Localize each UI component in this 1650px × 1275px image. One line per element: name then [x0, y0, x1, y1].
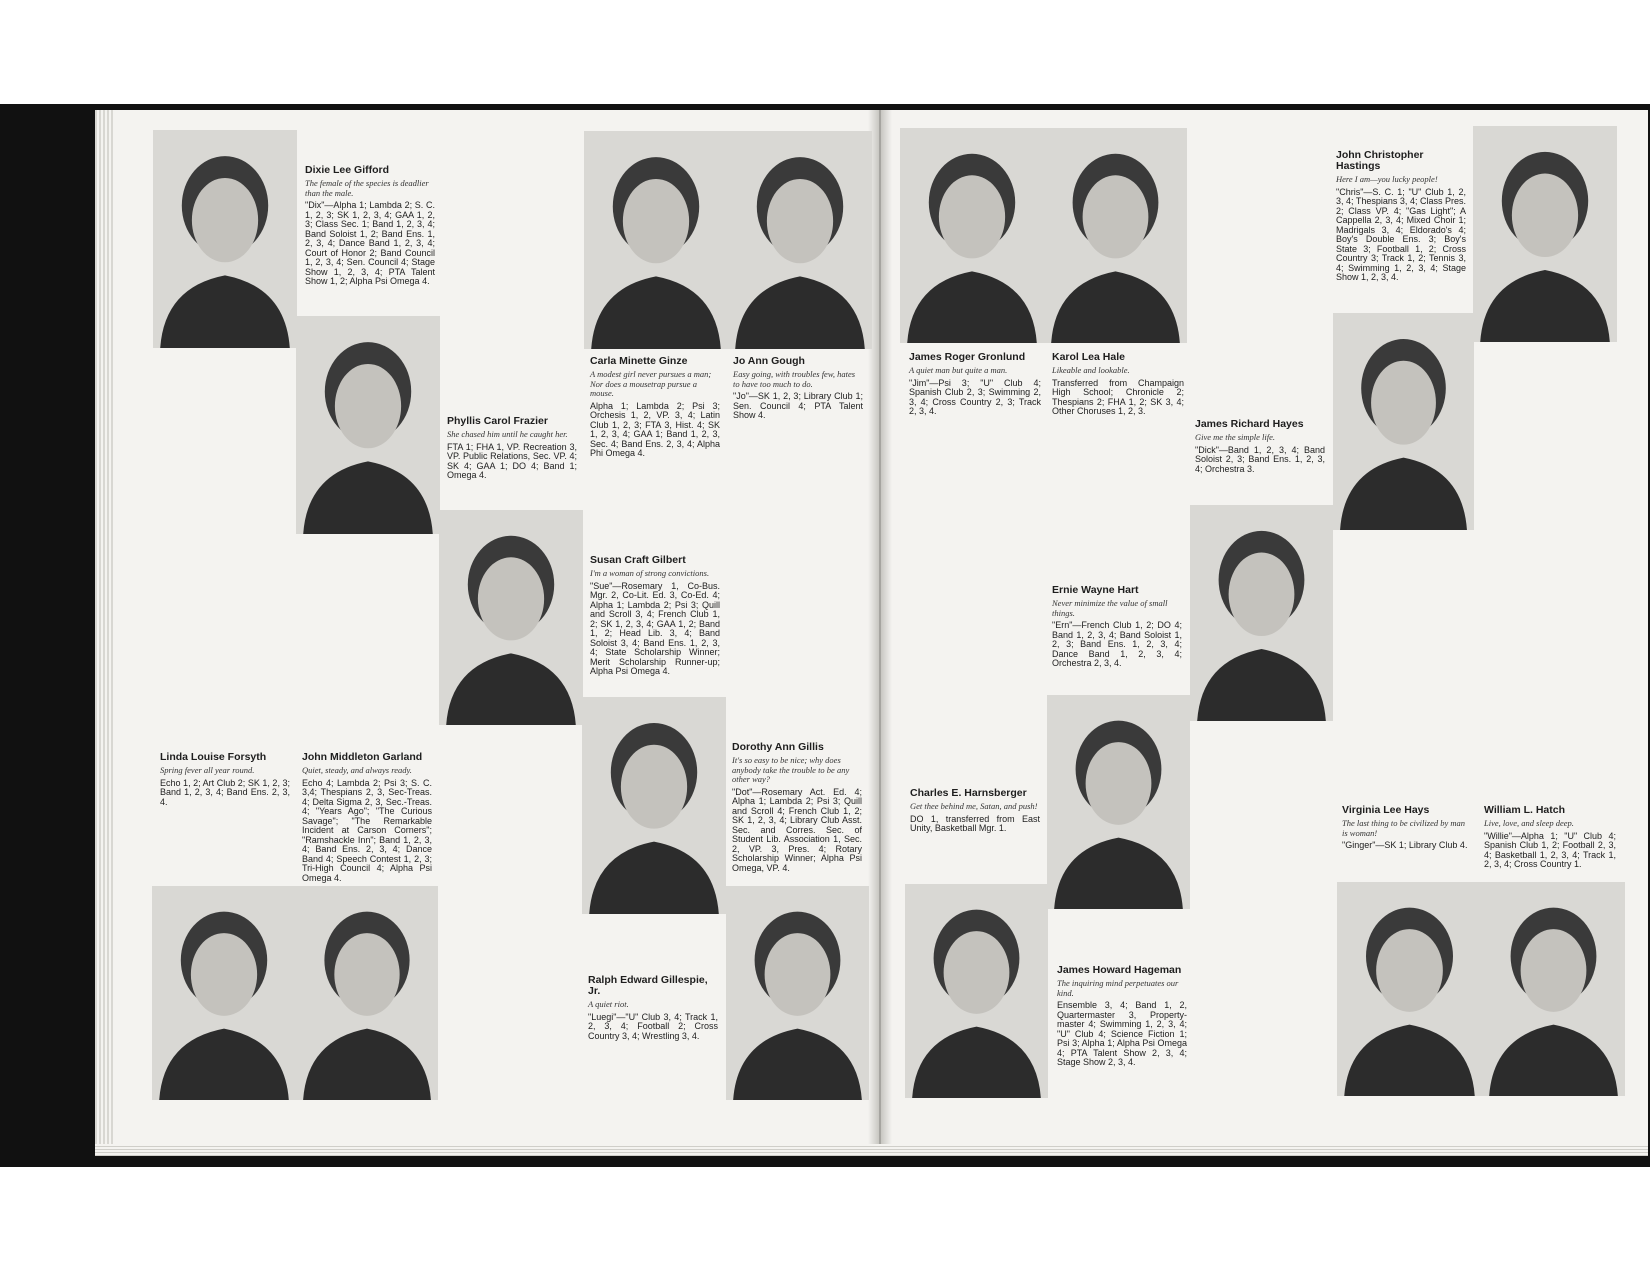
student-quote: The female of the species is deadlier than the male.: [305, 178, 429, 198]
student-quote: Give me the simple life.: [1195, 432, 1276, 442]
portrait-silhouette: [296, 316, 440, 534]
portrait-face: [191, 933, 257, 1016]
student-name: Dixie Lee Gifford: [305, 164, 390, 176]
student-activities: "Dot"—Rosemary Act. Ed. 4; Alpha 1; Lambda 2; Psi 3; Quill and Scroll 4; French Club 1, 2; SK 1, 2, 3, 4; Library Club Asst. Sec. and Corres. Sec. of Student Lib. Association 1, Sec. 2, VP. 3, Pres. 4; Rotary Scholarship Winner; Alpha Psi Omega, VP. 4.: [732, 786, 862, 873]
page-edge: [95, 110, 113, 1155]
portrait-silhouette: [1190, 505, 1333, 721]
student-quote: Quiet, steady, and always ready.: [302, 765, 412, 775]
portrait-silhouette: [1333, 313, 1474, 530]
portrait-jo-ann-gough: [728, 131, 872, 349]
portrait-silhouette: [152, 886, 296, 1100]
student-activities: Echo 1, 2; Art Club 2; SK 1, 2, 3; Band 1, 2, 3, 4; Band Ens. 2, 3, 4.: [160, 777, 290, 807]
student-quote: The last thing to be civilized by man is woman!: [1342, 818, 1465, 838]
student-quote: Likeable and lookable.: [1052, 365, 1130, 375]
student-name: Carla Minette Ginze: [590, 355, 688, 367]
student-name: Ernie Wayne Hart: [1052, 584, 1139, 596]
student-quote: A quiet riot.: [588, 999, 629, 1009]
portrait-james-roger-gronlund: [900, 128, 1044, 343]
student-activities: Ensemble 3, 4; Band 1, 2, Quartermaster 3, Property-master 4; Swimming 1, 2, 3, 4; "U" Club 4; Science Fiction 1; Psi 3; Alpha 1; Alpha Psi Omega 4; PTA Talent Show 2, 3, 4; Stage Show 2, 3, 4.: [1057, 1000, 1187, 1067]
student-name: James Roger Gronlund: [909, 351, 1026, 363]
portrait-face: [944, 931, 1010, 1014]
student-name: Karol Lea Hale: [1052, 351, 1125, 363]
portrait-ernie-wayne-hart: [1190, 505, 1333, 721]
student-activities: "Sue"—Rosemary 1, Co-Bus. Mgr. 2, Co-Lit. Ed. 3, Co-Ed. 4; Alpha 1; Lambda 2; Psi 3; Quill and Scroll 3, 4; French Club 1, 2; SK 1, 2, 3, 4; GAA 1, 2; Band 1, 2; Head Lib. 3, 4; Band Soloist 3, 4; Band Ens. 1, 2, 3, 4; State Scholarship Winner; Merit Scholarship Runner-up; Alpha Psi Omega 4.: [590, 580, 720, 676]
entry-ralph-edward-gillespie: [588, 975, 718, 1041]
student-activities: Transferred from Champaign High School; Chronicle 2; Thespians 2; FHA 1, 2; SK 3, 4; Other Choruses 1, 2, 3.: [1052, 377, 1184, 416]
entry-dorothy-ann-gillis: [732, 742, 862, 873]
student-activities: "Jo"—SK 1, 2, 3; Library Club 1; Sen. Council 4; PTA Talent Show 4.: [733, 391, 863, 420]
portrait-face: [1512, 174, 1578, 258]
student-name: James Richard Hayes: [1195, 418, 1304, 430]
student-name: Charles E. Harnsberger: [910, 787, 1027, 799]
entry-linda-louise-forsyth: [160, 752, 290, 807]
portrait-dorothy-ann-gillis: [582, 697, 726, 914]
student-quote: Get thee behind me, Satan, and push!: [910, 801, 1038, 811]
portrait-face: [478, 557, 544, 640]
portrait-dixie-lee-gifford: [153, 130, 297, 348]
entry-john-middleton-garland: [302, 752, 432, 883]
entry-james-richard-hayes: [1195, 419, 1325, 474]
portrait-silhouette: [1473, 126, 1617, 342]
portrait-john-christopher-hastings: [1473, 126, 1617, 342]
entry-charles-e-harnsberger: [910, 788, 1040, 834]
student-name: Linda Louise Forsyth: [160, 751, 267, 763]
portrait-face: [192, 178, 258, 262]
student-quote: The inquiring mind perpetuates our kind.: [1057, 978, 1179, 998]
student-quote: She chased him until he caught her.: [447, 429, 568, 439]
portrait-silhouette: [153, 130, 297, 348]
entry-dixie-lee-gifford: [305, 165, 435, 287]
portrait-james-howard-hageman: [905, 884, 1048, 1098]
portrait-face: [1371, 361, 1436, 445]
portrait-carla-minette-ginze: [584, 131, 728, 349]
portrait-face: [335, 364, 401, 448]
portrait-face: [621, 745, 687, 829]
portrait-silhouette: [1044, 128, 1187, 343]
student-quote: I'm a woman of strong convictions.: [590, 568, 710, 578]
entry-james-howard-hageman: [1057, 965, 1187, 1068]
student-activities: Echo 4; Lambda 2; Psi 3; S. C. 3,4; Thespians 2, 3, Sec-Treas. 4; Delta Sigma 2, 3, Sec.-Treas. 4; "Years Ago"; "The Curious Savage"; "The Remarkable Incident at Carson Corners"; "Ramshackle Inn"; Band 1, 2, 3, 4; Band Ens. 2, 3, 4; Dance Band 4; Speech Contest 1, 2, 3; Tri-High Council 4; Alpha Psi Omega 4.: [302, 777, 432, 883]
student-activities: "Chris"—S. C. 1; "U" Club 1, 2, 3, 4; Thespians 3, 4; Class Pres. 2; Class VP. 4; "Gas Light"; A Cappella 2, 3, 4; Mixed Choir 1; Madrigals 3, 4; Eldorado's 4; Boy's Double Ens. 3; Boy's State 3; Football 1, 2; Cross Country 3; Track 1, 2; Tennis 3, 4; Swimming 1, 2, 3, 4; Stage Show 1, 2, 3, 4.: [1336, 186, 1466, 282]
portrait-face: [1376, 929, 1443, 1012]
student-quote: A modest girl never pursues a man; Nor does a mousetrap pursue a mouse.: [590, 369, 712, 398]
entry-carla-minette-ginze: [590, 356, 720, 459]
student-activities: "Dick"—Band 1, 2, 3, 4; Band Soloist 2, 3; Band Ens. 1, 2, 3, 4; Orchestra 3.: [1195, 444, 1325, 474]
entry-james-roger-gronlund: [909, 352, 1041, 417]
student-name: Susan Craft Gilbert: [590, 554, 686, 566]
portrait-virginia-lee-hays: [1337, 882, 1482, 1096]
student-quote: Easy going, with troubles few, hates to have too much to do.: [733, 369, 856, 389]
student-name: John Christopher Hastings: [1336, 149, 1424, 172]
student-name: James Howard Hageman: [1057, 964, 1182, 976]
portrait-face: [767, 179, 833, 263]
portrait-silhouette: [1482, 882, 1625, 1096]
student-name: John Middleton Garland: [302, 751, 423, 763]
student-activities: FTA 1; FHA 1, VP. Recreation 3, VP. Public Relations, Sec. VP. 4; SK 4; GAA 1; DO 4; Band 1; Omega 4.: [447, 441, 577, 480]
student-name: Phyllis Carol Frazier: [447, 415, 548, 427]
portrait-silhouette: [728, 131, 872, 349]
student-activities: "Luegi"—"U" Club 3, 4; Track 1, 2, 3, 4; Football 2; Cross Country 3, 4; Wrestling 3, 4.: [588, 1011, 718, 1041]
portrait-karol-lea-hale: [1044, 128, 1187, 343]
entry-virginia-lee-hays: [1342, 805, 1472, 851]
portrait-james-richard-hayes: [1333, 313, 1474, 530]
portrait-susan-craft-gilbert: [439, 510, 583, 725]
student-quote: A quiet man but quite a man.: [909, 365, 1008, 375]
student-activities: Alpha 1; Lambda 2; Psi 3; Orchesis 1, 2, VP. 3, 4; Latin Club 1, 2, 3; FTA 3, Hist. 4; SK 1, 2, 3, 4; GAA 1; Band 1, 2, 3, Sec. 4; Band Ens. 2, 3, 4; Alpha Phi Omega 4.: [590, 400, 720, 458]
student-activities: "Willie"—Alpha 1; "U" Club 4; Spanish Club 1, 2; Football 2, 3, 4; Basketball 1, 2, 3, 4; Track 1, 2, 3, 4; Cross Country 1.: [1484, 830, 1616, 869]
student-name: Virginia Lee Hays: [1342, 804, 1430, 816]
portrait-silhouette: [296, 886, 438, 1100]
portrait-silhouette: [584, 131, 728, 349]
portrait-silhouette: [1337, 882, 1482, 1096]
entry-william-l-hatch: [1484, 805, 1616, 870]
portrait-face: [1229, 553, 1295, 637]
entry-karol-lea-hale: [1052, 352, 1184, 417]
student-activities: "Ginger"—SK 1; Library Club 4.: [1342, 840, 1468, 850]
portrait-ralph-edward-gillespie: [726, 886, 869, 1100]
portrait-linda-louise-forsyth: [152, 886, 296, 1100]
student-quote: Live, love, and sleep deep.: [1484, 818, 1574, 828]
portrait-william-l-hatch: [1482, 882, 1625, 1096]
portrait-silhouette: [726, 886, 869, 1100]
student-quote: Never minimize the value of small things.: [1052, 598, 1168, 618]
portrait-silhouette: [439, 510, 583, 725]
portrait-face: [939, 175, 1005, 258]
portrait-silhouette: [905, 884, 1048, 1098]
portrait-face: [765, 933, 831, 1016]
entry-jo-ann-gough: [733, 356, 863, 421]
student-name: Jo Ann Gough: [733, 355, 805, 367]
entry-john-christopher-hastings: [1336, 150, 1466, 283]
entry-phyllis-carol-frazier: [447, 416, 577, 481]
student-activities: "Jim"—Psi 3; "U" Club 4; Spanish Club 2, 3; Swimming 2, 3, 4; Cross Country 2, 3; Track 2, 3, 4.: [909, 377, 1041, 416]
student-name: Dorothy Ann Gillis: [732, 741, 824, 753]
entry-susan-craft-gilbert: [590, 555, 720, 677]
portrait-silhouette: [582, 697, 726, 914]
student-quote: Spring fever all year round.: [160, 765, 255, 775]
portrait-face: [1086, 742, 1152, 825]
entry-ernie-wayne-hart: [1052, 585, 1182, 669]
portrait-silhouette: [1047, 695, 1190, 909]
portrait-charles-e-harnsberger: [1047, 695, 1190, 909]
portrait-face: [623, 179, 689, 263]
student-quote: It's so easy to be nice; why does anybody take the trouble to be any other way?: [732, 755, 850, 784]
portrait-phyllis-carol-frazier: [296, 316, 440, 534]
portrait-john-middleton-garland: [296, 886, 438, 1100]
portrait-face: [1521, 929, 1587, 1012]
student-quote: Here I am—you lucky people!: [1336, 174, 1438, 184]
portrait-silhouette: [900, 128, 1044, 343]
student-name: Ralph Edward Gillespie, Jr.: [588, 974, 708, 997]
portrait-face: [334, 933, 399, 1016]
student-name: William L. Hatch: [1484, 804, 1566, 816]
student-activities: "Dix"—Alpha 1; Lambda 2; S. C. 1, 2, 3; SK 1, 2, 3, 4; GAA 1, 2, 3; Class Sec. 1; Band 1, 2, 3, 4; Band Soloist 1, 2; Band Ens. 1, 2, 3, 4; Dance Band 1, 2, 3, 4; Court of Honor 2; Band Council 1, 2, 3, 4; Sen. Council 4; Stage Show 1, 2, 3, 4; PTA Talent Show 1, 2; Alpha Psi Omega 4.: [305, 200, 435, 286]
page-bottom-edge: [95, 1144, 1648, 1156]
student-activities: DO 1, transferred from East Unity, Basketball Mgr. 1.: [910, 813, 1040, 833]
portrait-face: [1083, 175, 1149, 258]
student-activities: "Ern"—French Club 1, 2; DO 4; Band 1, 2, 3, 4; Band Soloist 1, 2, 3; Band Ens. 1, 2, 3, 4; Dance Band 1, 2, 3, 4; Orchestra 2, 3, 4.: [1052, 620, 1182, 668]
